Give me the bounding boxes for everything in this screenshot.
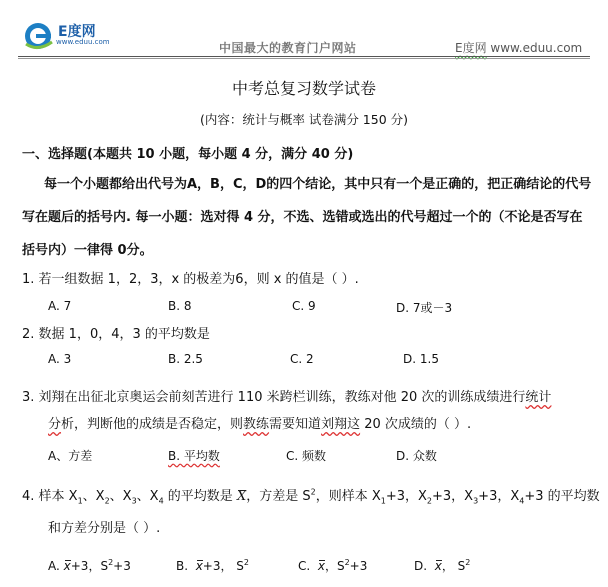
question-3-text-c: 需要知道 <box>269 417 322 432</box>
question-3-text-a: 3. 刘翔在出征北京奥运会前刻苦进行 110 米跨栏训练，教练对他 20 次的训练成绩进行 <box>22 390 526 405</box>
question-3-text-b: 析，判断他的成绩是否稳定，则 <box>61 417 244 432</box>
q4-text: 4. 样本 X <box>22 489 78 504</box>
option-text: +3，S <box>70 559 109 573</box>
option-text: +3， S <box>202 559 244 573</box>
q4-superscript: 2 <box>310 487 316 497</box>
q4-subscript: 1 <box>380 496 386 506</box>
q4-text: 、X <box>136 489 159 504</box>
question-3-marked-word-3: 教练 <box>243 417 270 432</box>
site-slogan: 中国最大的教育门户网站 <box>219 41 357 55</box>
mean-symbol: x <box>63 559 71 573</box>
option-superscript: 2 <box>108 558 114 567</box>
question-3-option-c: C. 频数 <box>286 449 327 463</box>
q4-subscript: 2 <box>104 496 110 506</box>
option-label: A. <box>48 559 60 573</box>
question-3-stem-line2 <box>48 413 471 432</box>
option-label: B. <box>176 559 189 573</box>
option-text: ，S <box>324 559 345 573</box>
question-3-marked-word-2: 分 <box>48 417 62 432</box>
q4-subscript: 4 <box>519 496 525 506</box>
q4-text: +3，X <box>432 489 474 504</box>
logo-subtext: www.eduu.com <box>56 38 110 46</box>
question-3-option-d: D. 众数 <box>396 449 437 463</box>
question-1-stem: 1. 若一组数据 1，2，3，x 的极差为6，则 x 的值是（ ）. <box>22 272 359 287</box>
question-1-option-b: B. 8 <box>168 299 192 313</box>
q4-text: +3，X <box>478 489 520 504</box>
header-brand: E度网 <box>455 41 487 55</box>
question-3-marked-word-1: 统计 <box>525 390 552 405</box>
mean-symbol: X <box>236 489 247 504</box>
question-3-option-b: B. 平均数 <box>168 449 220 463</box>
q4-text: 、X <box>109 489 132 504</box>
section-heading: 一、选择题(本题共 10 小题，每小题 4 分，满分 40 分) <box>22 147 354 162</box>
option-text: ， S <box>441 559 466 573</box>
q4-subscript: 3 <box>131 496 137 506</box>
option-superscript: 2 <box>243 558 250 567</box>
instructions: 每一个小题都给出代号为A，B，C，D的四个结论，其中只有一个是正确的，把正确结论的代号写在题后的括号内. 每一小题：选对得 4 分，不选、选错或选出的代号超过一个的（不论是否写在括号内）一律得 0分。 <box>22 177 592 258</box>
mean-symbol: x <box>317 559 325 573</box>
option-label: C. <box>298 559 311 573</box>
header-url-text: www.eduu.com <box>490 41 583 55</box>
question-4-stem-line1 <box>22 485 600 506</box>
option-superscript: 2 <box>344 558 350 567</box>
question-2-option-a: A. 3 <box>48 352 72 366</box>
page-title: 中考总复习数学试卷 <box>231 79 376 98</box>
q4-text: +3，X <box>385 489 427 504</box>
question-4-option-a <box>48 557 131 574</box>
question-4-option-d <box>414 557 470 574</box>
question-2-option-b: B. 2.5 <box>168 352 203 366</box>
logo-text: E度网 <box>58 24 96 40</box>
question-4-option-c <box>298 557 367 574</box>
option-text: +3 <box>349 559 368 573</box>
question-2-option-c: C. 2 <box>290 352 314 366</box>
question-4-stem-line2: 和方差分别是（ ）. <box>48 521 161 536</box>
q4-text: ，则样本 X <box>315 489 381 504</box>
option-superscript: 2 <box>465 558 471 567</box>
question-4-option-b <box>176 557 249 574</box>
q4-text: +3 的平均数 <box>524 489 600 504</box>
header-divider <box>18 56 590 59</box>
q4-text: 的平均数是 <box>163 489 237 504</box>
question-1-option-c: C. 9 <box>292 299 316 313</box>
q4-subscript: 4 <box>158 496 164 506</box>
question-3-stem-line1 <box>22 386 551 405</box>
q4-subscript: 1 <box>77 496 83 506</box>
option-text: +3 <box>113 559 131 573</box>
mean-symbol: x <box>434 559 442 573</box>
question-2-option-d: D. 1.5 <box>403 352 439 366</box>
q4-text: 、X <box>82 489 105 504</box>
option-label: D. <box>414 559 428 573</box>
page-subtitle: (内容：统计与概率 试卷满分 150 分) <box>199 112 409 127</box>
question-2-stem: 2. 数据 1，0，4，3 的平均数是 <box>22 327 210 342</box>
question-1-option-d: D. 7或－3 <box>396 301 453 315</box>
header-url[interactable] <box>455 39 582 56</box>
q4-subscript: 2 <box>426 496 432 506</box>
question-1-option-a: A. 7 <box>48 299 72 313</box>
question-3-option-a: A、方差 <box>48 449 93 463</box>
question-3-text-d: 20 次成绩的（ ）. <box>360 417 472 432</box>
question-3-marked-word-4: 刘翔这 <box>321 417 361 432</box>
mean-symbol: x <box>195 559 203 573</box>
q4-text: ，方差是 S <box>246 489 311 504</box>
q4-subscript: 3 <box>473 496 479 506</box>
